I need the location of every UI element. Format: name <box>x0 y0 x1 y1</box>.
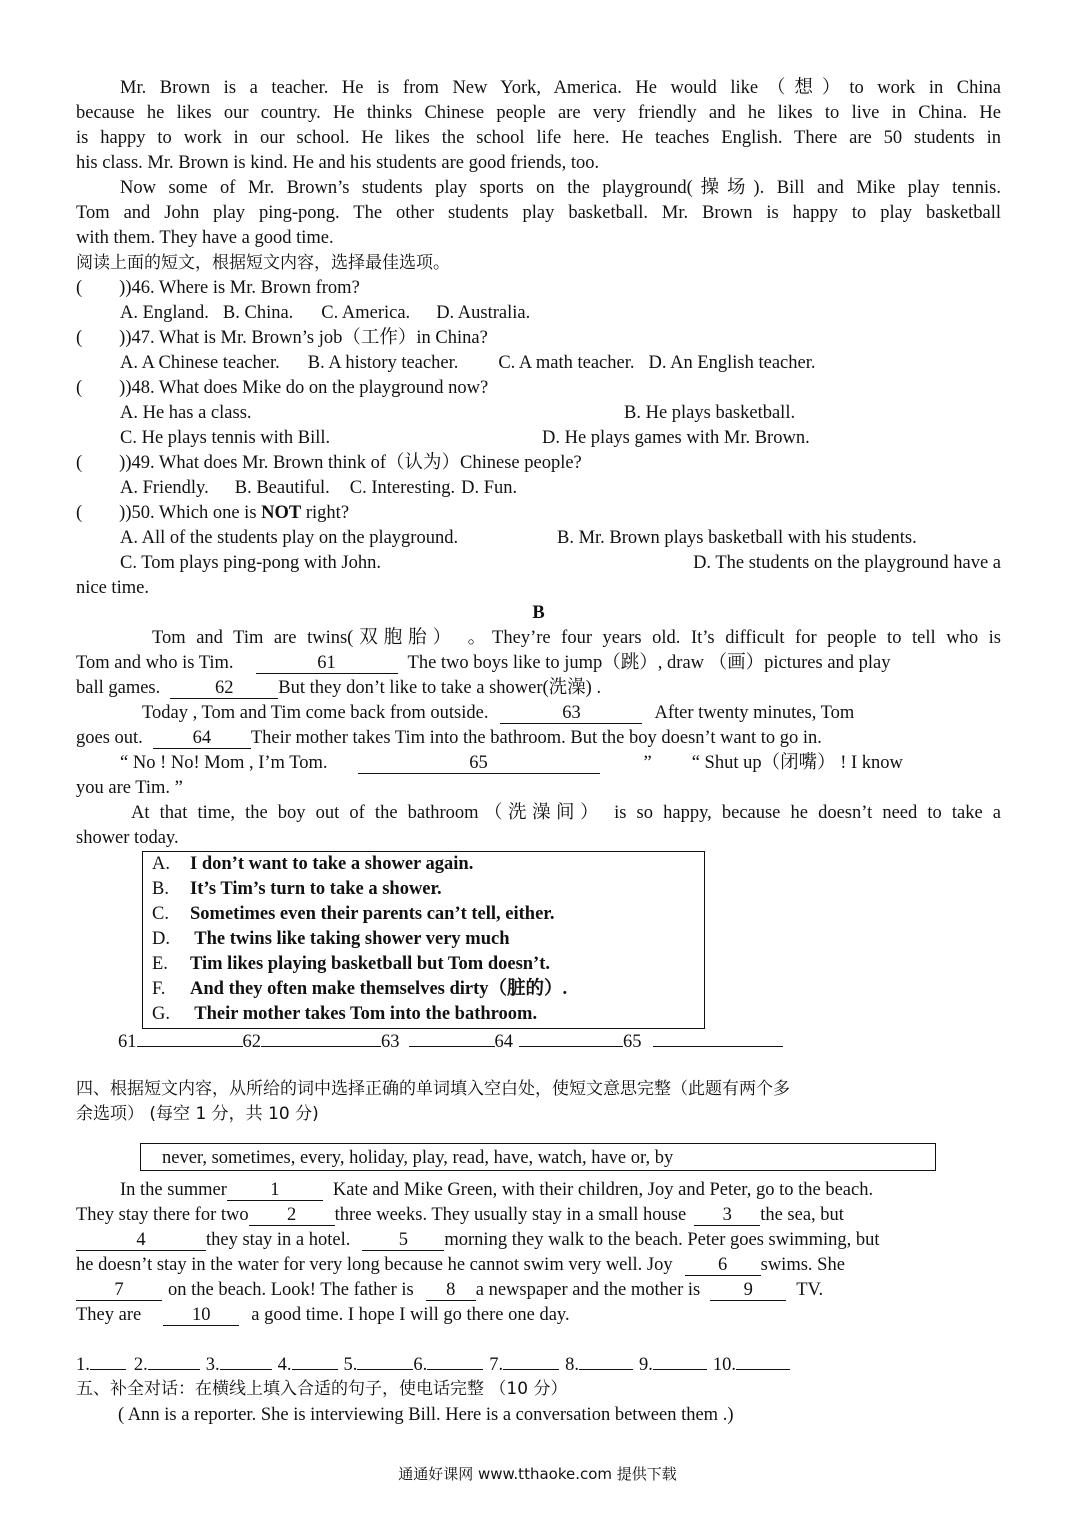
option-d: D. Fun. <box>461 478 518 498</box>
passage-b-line: Tom and Tim are twins(双胞胎） 。They’re four years old. It’s difficult for people to tell who is <box>152 628 1001 648</box>
blank-1[interactable]: 1 <box>227 1180 323 1201</box>
answer-blank[interactable] <box>579 1369 633 1370</box>
answer-paren[interactable]: ( ) <box>76 328 126 348</box>
passage-b-line: Today , Tom and Tim come back from outside. 63 After twenty minutes, Tom <box>142 703 855 723</box>
blank-10[interactable]: 10 <box>163 1305 239 1326</box>
blank-8[interactable]: 8 <box>426 1280 476 1301</box>
answer-blank[interactable] <box>148 1369 200 1370</box>
option-d: D. An English teacher. <box>648 353 816 373</box>
option-item: A. I don’t want to take a shower again. <box>152 854 474 874</box>
option-d: D. Australia. <box>436 303 531 323</box>
section-4-line: They are 10 a good time. I hope I will go there one day. <box>76 1305 570 1325</box>
answer-blank[interactable] <box>653 1369 707 1370</box>
blank-63[interactable]: 63 <box>500 703 642 724</box>
answer-line-1-10: 1. 2. 3. 4. 5. 6. 7. 8. 9. 10. <box>76 1353 876 1378</box>
answer-blank[interactable] <box>653 1046 783 1047</box>
option-d: D. He plays games with Mr. Brown. <box>542 428 810 448</box>
question-46-options <box>120 301 1045 326</box>
section-5-title: 五、补全对话：在横线上填入合适的句子，使电话完整 （10 分） <box>76 1379 568 1399</box>
option-a: A. All of the students play on the playground. <box>120 528 459 548</box>
answer-blank[interactable] <box>357 1369 413 1370</box>
blank-9[interactable]: 9 <box>710 1280 786 1301</box>
section-4-line: They stay there for two 2 three weeks. They usually stay in a small house 3 the sea, but <box>76 1205 844 1225</box>
section-4-line: In the summer 1 Kate and Mike Green, with their children, Joy and Peter, go to the beach. <box>120 1180 874 1200</box>
section-4-title: 四、根据短文内容，从所给的词中选择正确的单词填入空白处，使短文意思完整（此题有两个多 <box>76 1079 790 1099</box>
blank-7[interactable]: 7 <box>76 1280 162 1301</box>
section-5-intro: ( Ann is a reporter. She is interviewing Bill. Here is a conversation between them .) <box>118 1405 734 1425</box>
question-47: ( ))47. What is Mr. Brown’s job（工作）in China? <box>76 328 488 348</box>
answer-paren[interactable]: ( ) <box>76 378 126 398</box>
option-item: E. Tim likes playing basketball but Tom doesn’t. <box>152 954 551 974</box>
option-item: B. It’s Tim’s turn to take a shower. <box>152 879 442 899</box>
option-d-continued: nice time. <box>76 578 149 598</box>
passage-a-line: with them. They have a good time. <box>76 228 334 248</box>
answer-blank[interactable] <box>220 1369 272 1370</box>
blank-3[interactable]: 3 <box>694 1205 760 1226</box>
answer-blank[interactable] <box>503 1369 559 1370</box>
blank-4[interactable]: 4 <box>76 1230 206 1251</box>
blank-65[interactable]: 65 <box>358 753 600 774</box>
question-50: ( ))50. Which one is NOT right? <box>76 503 350 523</box>
option-b: B. Mr. Brown plays basketball with his students. <box>557 528 917 548</box>
answer-blank[interactable] <box>292 1369 338 1370</box>
blank-6[interactable]: 6 <box>685 1255 761 1276</box>
passage-b-line: you are Tim. ” <box>76 778 183 798</box>
option-c: C. Tom plays ping-pong with John. <box>120 553 381 573</box>
passage-a-line: his class. Mr. Brown is kind. He and his students are good friends, too. <box>76 153 600 173</box>
question-47-options <box>120 351 1045 376</box>
answer-paren[interactable]: ( ) <box>76 453 126 473</box>
option-item: G. Their mother takes Tom into the bathroom. <box>152 1004 538 1024</box>
section-4-line: he doesn’t stay in the water for very long because he cannot swim very well. Joy 6 swims. She <box>76 1255 845 1275</box>
passage-a-line: Mr. Brown is a teacher. He is from New York, America. He would like（想）to work in China <box>120 78 1001 98</box>
passage-b-line: “ No ! No! Mom , I’m Tom. 65 ” “ Shut up（闭嘴） ! I know <box>120 753 903 773</box>
blank-5[interactable]: 5 <box>362 1230 444 1251</box>
answer-blank[interactable] <box>261 1046 381 1047</box>
passage-b-line: goes out. 64 Their mother takes Tim into the bathroom. But the boy doesn’t want to go in. <box>76 728 822 748</box>
section-4-line: 4 they stay in a hotel. 5 morning they walk to the beach. Peter goes swimming, but <box>76 1228 1001 1253</box>
passage-b-line: At that time, the boy out of the bathroom（洗澡间） is so happy, because he doesn’t need to take a <box>131 803 1001 823</box>
option-a: A. He has a class. <box>120 403 252 423</box>
option-item: C. Sometimes even their parents can’t tell, either. <box>152 904 555 924</box>
answer-blank[interactable] <box>427 1369 483 1370</box>
option-c: C. A math teacher. <box>498 353 635 373</box>
passage-a-line: Tom and John play ping-pong. The other students play basketball. Mr. Brown is happy to play basketball <box>76 203 1001 223</box>
option-b: B. Beautiful. <box>234 478 330 498</box>
passage-a-line: Now some of Mr. Brown’s students play sports on the playground(操场). Bill and Mike play tennis. <box>120 178 1001 198</box>
option-b: B. He plays basketball. <box>624 403 796 423</box>
answer-paren[interactable]: ( ) <box>76 503 126 523</box>
option-c: C. He plays tennis with Bill. <box>120 428 331 448</box>
option-d: D. The students on the playground have a <box>693 553 1001 573</box>
option-c: C. Interesting. <box>349 478 456 498</box>
reading-instruction: 阅读上面的短文，根据短文内容，选择最佳选项。 <box>76 253 450 273</box>
blank-2[interactable]: 2 <box>249 1205 335 1226</box>
answer-blank[interactable] <box>137 1046 243 1047</box>
blank-62[interactable]: 62 <box>170 678 278 699</box>
answer-blank[interactable] <box>519 1046 623 1047</box>
answer-line-61-65: 61 62 63 64 65 <box>118 1030 818 1055</box>
option-a: A. Friendly. <box>120 478 209 498</box>
question-49: ( ))49. What does Mr. Brown think of（认为）Chinese people? <box>76 453 582 473</box>
word-box-text: never, sometimes, every, holiday, play, read, have, watch, have or, by <box>162 1148 674 1168</box>
question-48: ( ))48. What does Mike do on the playground now? <box>76 378 489 398</box>
blank-64[interactable]: 64 <box>153 728 251 749</box>
option-a: A. A Chinese teacher. <box>120 353 280 373</box>
blank-61[interactable]: 61 <box>256 653 398 674</box>
passage-b-line: Tom and who is Tim. 61 The two boys like to jump（跳）, draw （画）pictures and play <box>76 653 891 673</box>
answer-blank[interactable] <box>90 1369 126 1370</box>
passage-a-line: because he likes our country. He thinks Chinese people are very friendly and he likes to live in China. He <box>76 103 1001 123</box>
passage-b-line: shower today. <box>76 828 179 848</box>
option-a: A. England. <box>120 303 209 323</box>
section-heading-b: B <box>532 603 545 623</box>
section-4-title: 余选项） (每空 1 分，共 10 分) <box>76 1104 319 1124</box>
option-b: B. China. <box>222 303 294 323</box>
answer-blank[interactable] <box>409 1046 495 1047</box>
option-c: C. America. <box>321 303 411 323</box>
passage-a-line: is happy to work in our school. He likes the school life here. He teaches English. There are 50 students in <box>76 128 1001 148</box>
passage-b-line: ball games. 62 But they don’t like to take a shower(洗澡) . <box>76 678 602 698</box>
section-4-line: 7 on the beach. Look! The father is 8 a newspaper and the mother is 9 TV. <box>76 1278 1001 1303</box>
answer-paren[interactable]: ( ) <box>76 278 126 298</box>
question-49-options <box>120 476 1045 501</box>
question-46: ( ))46. Where is Mr. Brown from? <box>76 278 360 298</box>
page-footer: 通通好课网 www.tthaoke.com 提供下载 <box>398 1465 677 1483</box>
option-b: B. A history teacher. <box>307 353 459 373</box>
option-item: D. The twins like taking shower very much <box>152 929 510 949</box>
option-item: F. And they often make themselves dirty（脏的）. <box>152 979 568 999</box>
answer-blank[interactable] <box>736 1369 790 1370</box>
